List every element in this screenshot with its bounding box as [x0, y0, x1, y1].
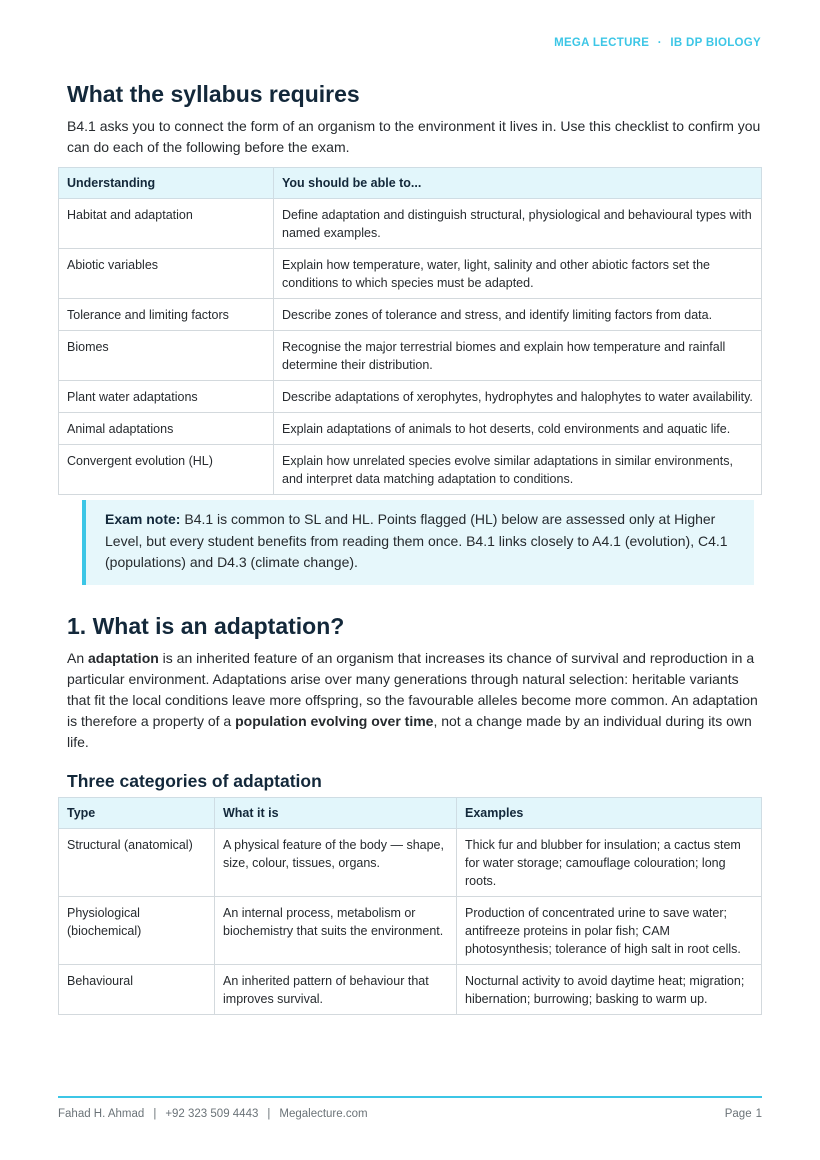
table-cell: Define adaptation and distinguish structural, physiological and behavioural types with named examples.	[274, 199, 762, 249]
brand-separator: ·	[657, 37, 662, 49]
table-cell: Plant water adaptations	[59, 381, 274, 413]
text-run: An	[67, 649, 89, 666]
table-cell: Recognise the major terrestrial biomes and explain how temperature and rainfall determine their distribution.	[274, 331, 762, 381]
footer-separator: |	[267, 1108, 271, 1120]
table-cell: Physiological (biochemical)	[59, 896, 215, 964]
table-cell: Structural (anatomical)	[59, 828, 215, 896]
adaptation-types-table	[58, 797, 762, 1015]
table-cell: Biomes	[59, 331, 274, 381]
table-cell: Behavioural	[59, 964, 215, 1014]
table-cell: Describe zones of tolerance and stress, and identify limiting factors from data.	[274, 299, 762, 331]
table-header-row	[59, 797, 762, 828]
table-cell: Explain how temperature, water, light, salinity and other abiotic factors set the conditions to which species must be adapted.	[274, 249, 762, 299]
footer-separator: |	[153, 1108, 157, 1120]
table-row	[59, 249, 762, 299]
table-header-row	[59, 168, 762, 199]
page-label: Page	[724, 1108, 752, 1120]
table-cell: Abiotic variables	[59, 249, 274, 299]
table-cell: An internal process, metabolism or biochemistry that suits the environment.	[215, 896, 457, 964]
column-header: What it is	[215, 797, 457, 828]
table-cell: Animal adaptations	[59, 413, 274, 445]
course-name: IB DP BIOLOGY	[670, 37, 761, 49]
page-number	[721, 1108, 762, 1120]
text-run: is an inherited feature of an organism that increases its chance of survival and reproduction in a particular environment. Adaptations arise over many generations through natural selection: heritable variants that fit the local conditions leave more offspring, so the favourable alleles become more common. An adaptation is therefore a property of a	[67, 649, 758, 729]
page-content	[58, 78, 762, 1015]
footer-contact	[58, 1108, 368, 1120]
table-row	[59, 199, 762, 249]
table-cell: Convergent evolution (HL)	[59, 445, 274, 495]
section1-heading: 1. What is an adaptation?	[67, 612, 345, 639]
syllabus-heading: What the syllabus requires	[67, 81, 360, 107]
table-cell: Tolerance and limiting factors	[59, 299, 274, 331]
key-term: adaptation	[88, 649, 159, 666]
table-cell: Explain how unrelated species evolve similar adaptations in similar environments, and interpret data matching adaptation to conditions.	[274, 445, 762, 495]
column-header: You should be able to...	[274, 168, 762, 199]
exam-note-text: B4.1 is common to SL and HL. Points flagged (HL) below are assessed only at Higher Level, but every student benefits from reading them once. B4.1 links closely to A4.1 (evolution), C4.1 (populations) and D4.3 (climate change).	[105, 511, 728, 570]
column-header: Examples	[457, 797, 762, 828]
column-header: Type	[59, 797, 215, 828]
table-cell: Nocturnal activity to avoid daytime heat; migration; hibernation; burrowing; basking to warm up.	[457, 964, 762, 1014]
table-row	[59, 299, 762, 331]
page-number-value: 1	[755, 1108, 762, 1120]
brand-name: MEGA LECTURE	[554, 37, 650, 49]
table-row	[59, 445, 762, 495]
table-cell: Production of concentrated urine to save water; antifreeze proteins in polar fish; CAM photosynthesis; tolerance of high salt in root cells.	[457, 896, 762, 964]
table-cell: An inherited pattern of behaviour that improves survival.	[215, 964, 457, 1014]
author-name: Fahad H. Ahmad	[58, 1108, 145, 1120]
table-row	[59, 896, 762, 964]
categories-subheading: Three categories of adaptation	[67, 770, 322, 791]
exam-note-callout	[82, 500, 754, 585]
table-row	[59, 413, 762, 445]
footer-divider	[58, 1096, 762, 1098]
column-header: Understanding	[59, 168, 274, 199]
table-row	[59, 331, 762, 381]
table-cell: Describe adaptations of xerophytes, hydrophytes and halophytes to water availability.	[274, 381, 762, 413]
table-cell: A physical feature of the body — shape, size, colour, tissues, organs.	[215, 828, 457, 896]
text-run: , not a change made by an individual during its own life.	[67, 712, 752, 750]
table-row	[59, 828, 762, 896]
table-cell: Thick fur and blubber for insulation; a cactus stem for water storage; camouflage colouration; long roots.	[457, 828, 762, 896]
syllabus-table	[58, 167, 762, 495]
table-cell: Habitat and adaptation	[59, 199, 274, 249]
adaptation-definition	[58, 648, 762, 753]
table-row	[59, 381, 762, 413]
key-phrase: population evolving over time	[235, 712, 434, 729]
exam-note-label: Exam note:	[105, 511, 181, 527]
page-header-brand	[554, 37, 761, 49]
phone-number: +92 323 509 4443	[165, 1108, 259, 1120]
syllabus-intro: B4.1 asks you to connect the form of an organism to the environment it lives in. Use this checklist to confirm you can do each of the following before the exam.	[67, 118, 761, 155]
table-row	[59, 964, 762, 1014]
table-cell: Explain adaptations of animals to hot deserts, cold environments and aquatic life.	[274, 413, 762, 445]
website-link[interactable]: Megalecture.com	[279, 1108, 368, 1120]
